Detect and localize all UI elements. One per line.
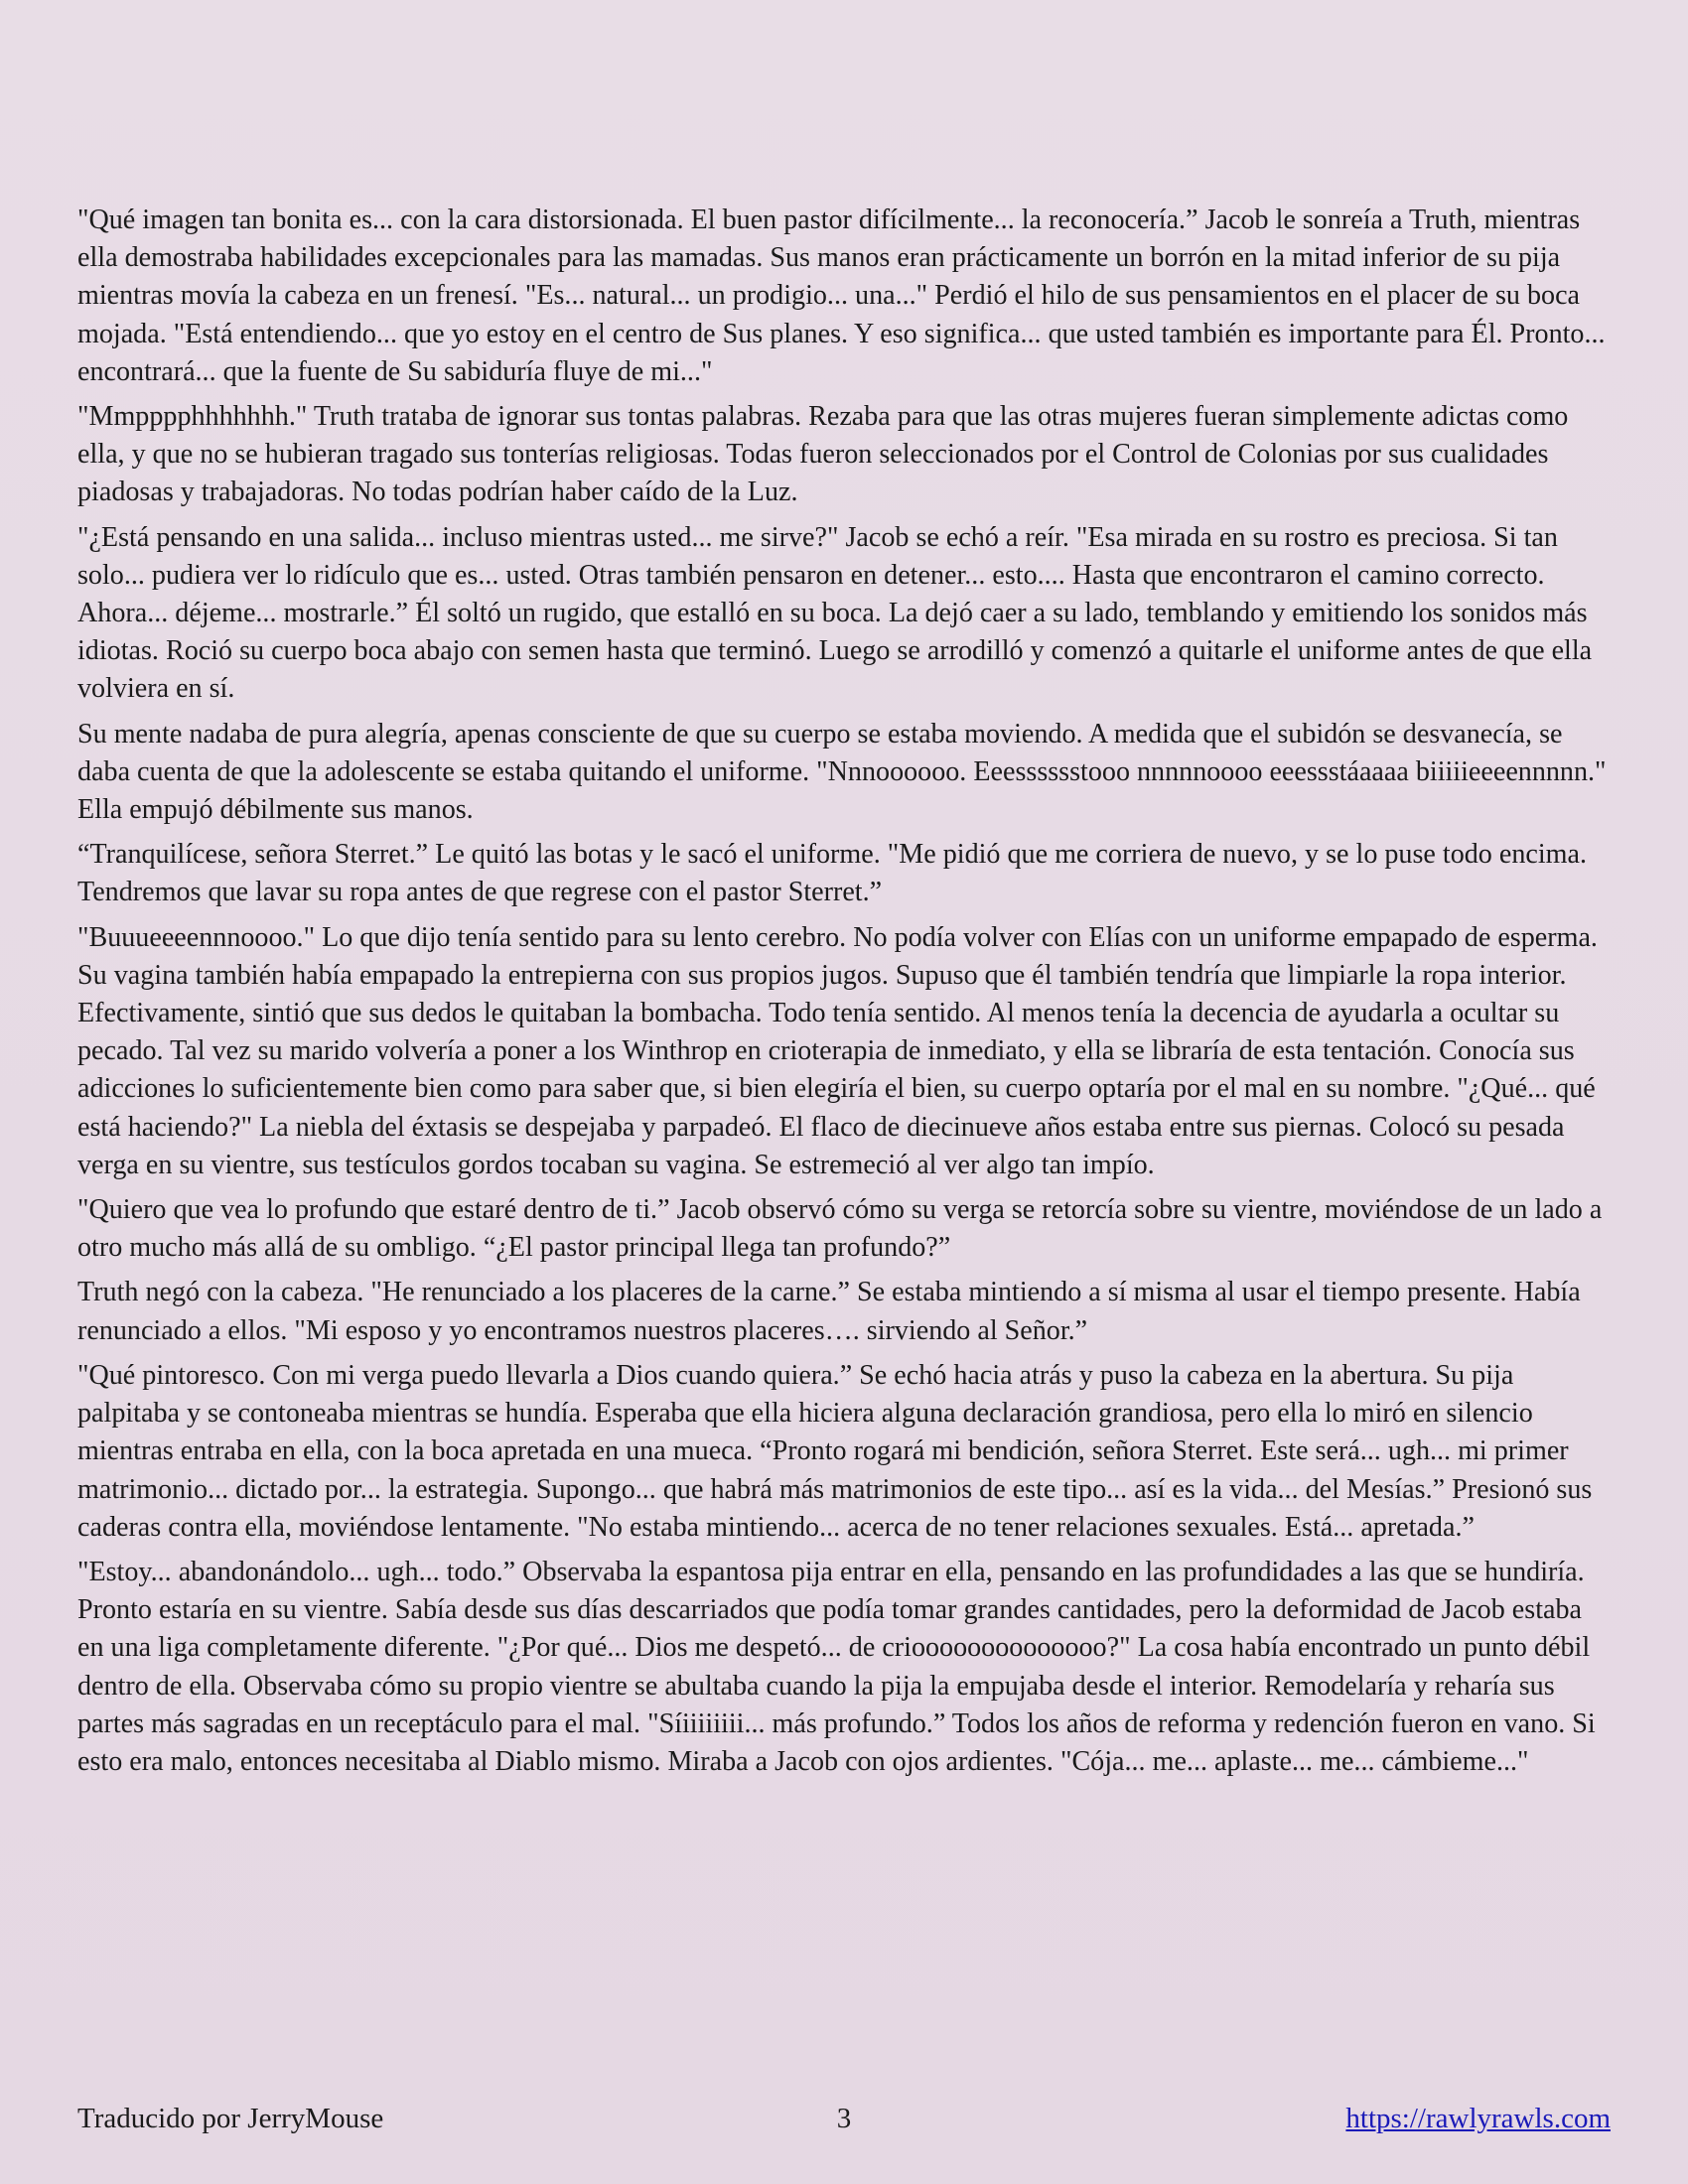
body-text bbox=[77, 202, 1615, 1788]
paragraph: "Mmpppphhhhhhh." Truth trataba de ignorar sus tontas palabras. Rezaba para que las otras mujeres fueran simplemente adictas como ella, y que no se hubieran tragado sus tonterías religiosas. Todas fueron seleccionados por el Control de Colonias por sus cualidades piadosas y trabajadoras. No todas podrían haber caído de la Luz. bbox=[77, 401, 1569, 508]
translator-credit: Traducido por JerryMouse bbox=[77, 2103, 384, 2134]
page-number: 3 bbox=[836, 2103, 852, 2134]
website-link[interactable]: https://rawlyrawls.com bbox=[1345, 2103, 1611, 2134]
paragraph: "Estoy... abandonándolo... ugh... todo.” Observaba la espantosa pija entrar en ella, pensando en las profundidades a las que se hundiría. Pronto estaría en su vientre. Sabía desde sus días descarriados que podía tomar grandes cantidades, pero la deformidad de Jacob estaba en una liga completamente diferente. "¿Por qué... Dios me despetó... de crioooooooooooooo?" La cosa había encontrado un punto débil dentro de ella. Observaba cómo su propio vientre se abultaba cuando la pija la empujaba desde el interior. Remodelaría y reharía sus partes más sagradas en un receptáculo para el mal. "Síiiiiiiii... más profundo.” Todos los años de reforma y redención fueron en vano. Si esto era malo, entonces necesitaba al Diablo mismo. Miraba a Jacob con ojos ardientes. "Cója... me... aplaste... me... cámbieme..." bbox=[77, 1556, 1596, 1777]
page-footer bbox=[77, 2099, 1611, 2138]
paragraph: "Quiero que vea lo profundo que estaré dentro de ti.” Jacob observó cómo su verga se retorcía sobre su vientre, moviéndose de un lado a otro mucho más allá de su ombligo. “¿El pastor principal llega tan profundo?” bbox=[77, 1194, 1603, 1264]
paragraph: “Tranquilícese, señora Sterret.” Le quitó las botas y le sacó el uniforme. "Me pidió que me corriera de nuevo, y se lo puse todo encima. Tendremos que lavar su ropa antes de que regrese con el pastor Sterret.” bbox=[77, 839, 1588, 908]
paragraph: "Qué pintoresco. Con mi verga puedo llevarla a Dios cuando quiera.” Se echó hacia atrás y puso la cabeza en la abertura. Su pija palpitaba y se contoneaba mientras se hundía. Esperaba que ella hiciera alguna declaración grandiosa, pero ella lo miró en silencio mientras entraba en ella, con la boca apretada en una mueca. “Pronto rogará mi bendición, señora Sterret. Este será... ugh... mi primer matrimonio... dictado por... la estrategia. Supongo... que habrá más matrimonios de este tipo... así es la vida... del Mesías.” Presionó sus caderas contra ella, moviéndose lentamente. "No estaba mintiendo... acerca de no tener relaciones sexuales. Está... apretada.” bbox=[77, 1359, 1593, 1543]
paragraph: Su mente nadaba de pura alegría, apenas consciente de que su cuerpo se estaba moviendo. A medida que el subidón se desvanecía, se daba cuenta de que la adolescente se estaba quitando el uniforme. "Nnnoooooo. Eeesssssstooo nnnnnoooo eeessstáaaaa biiiiieeeennnnn." Ella empujó débilmente sus manos. bbox=[77, 718, 1607, 826]
paragraph: "Qué imagen tan bonita es... con la cara distorsionada. El buen pastor difícilmente... la reconocería.” Jacob le sonreía a Truth, mientras ella demostraba habilidades excepcionales para las mamadas. Sus manos eran prácticamente un borrón en la mitad inferior de su pija mientras movía la cabeza en un frenesí. "Es... natural... un prodigio... una..." Perdió el hilo de sus pensamientos en el placer de su boca mojada. "Está entendiendo... que yo estoy en el centro de Sus planes. Y eso significa... que usted también es importante para Él. Pronto... encontrará... que la fuente de Su sabiduría fluye de mi..." bbox=[77, 205, 1606, 387]
paragraph: "Buuueeeennnoooo." Lo que dijo tenía sentido para su lento cerebro. No podía volver con Elías con un uniforme empapado de esperma. Su vagina también había empapado la entrepierna con sus propios jugos. Supuso que él también tendría que limpiarle la ropa interior. Efectivamente, sintió que sus dedos le quitaban la bombacha. Todo tenía sentido. Al menos tenía la decencia de ayudarla a ocultar su pecado. Tal vez su marido volvería a poner a los Winthrop en crioterapia de inmediato, y ella se libraría de esta tentación. Conocía sus adicciones lo suficientemente bien como para saber que, si bien elegiría el bien, su cuerpo optaría por el mal en su nombre. "¿Qué... qué está haciendo?" La niebla del éxtasis se despejaba y parpadeó. El flaco de diecinueve años estaba entre sus piernas. Colocó su pesada verga en su vientre, sus testículos gordos tocaban su vagina. Se estremeció al ver algo tan impío. bbox=[77, 921, 1598, 1180]
paragraph: Truth negó con la cabeza. "He renunciado a los placeres de la carne.” Se estaba mintiendo a sí misma al usar el tiempo presente. Había renunciado a ellos. "Mi esposo y yo encontramos nuestros placeres…. sirviendo al Señor.” bbox=[77, 1277, 1581, 1346]
paragraph: "¿Está pensando en una salida... incluso mientras usted... me sirve?" Jacob se echó a reír. "Esa mirada en su rostro es preciosa. Si tan solo... pudiera ver lo ridículo que es... usted. Otras también pensaron en detener... esto.... Hasta que encontraron el camino correcto. Ahora... déjeme... mostrarle.” Él soltó un rugido, que estalló en su boca. La dejó caer a su lado, temblando y emitiendo los sonidos más idiotas. Roció su cuerpo boca abajo con semen hasta que terminó. Luego se arrodilló y comenzó a quitarle el uniforme antes de que ella volviera en sí. bbox=[77, 521, 1593, 705]
